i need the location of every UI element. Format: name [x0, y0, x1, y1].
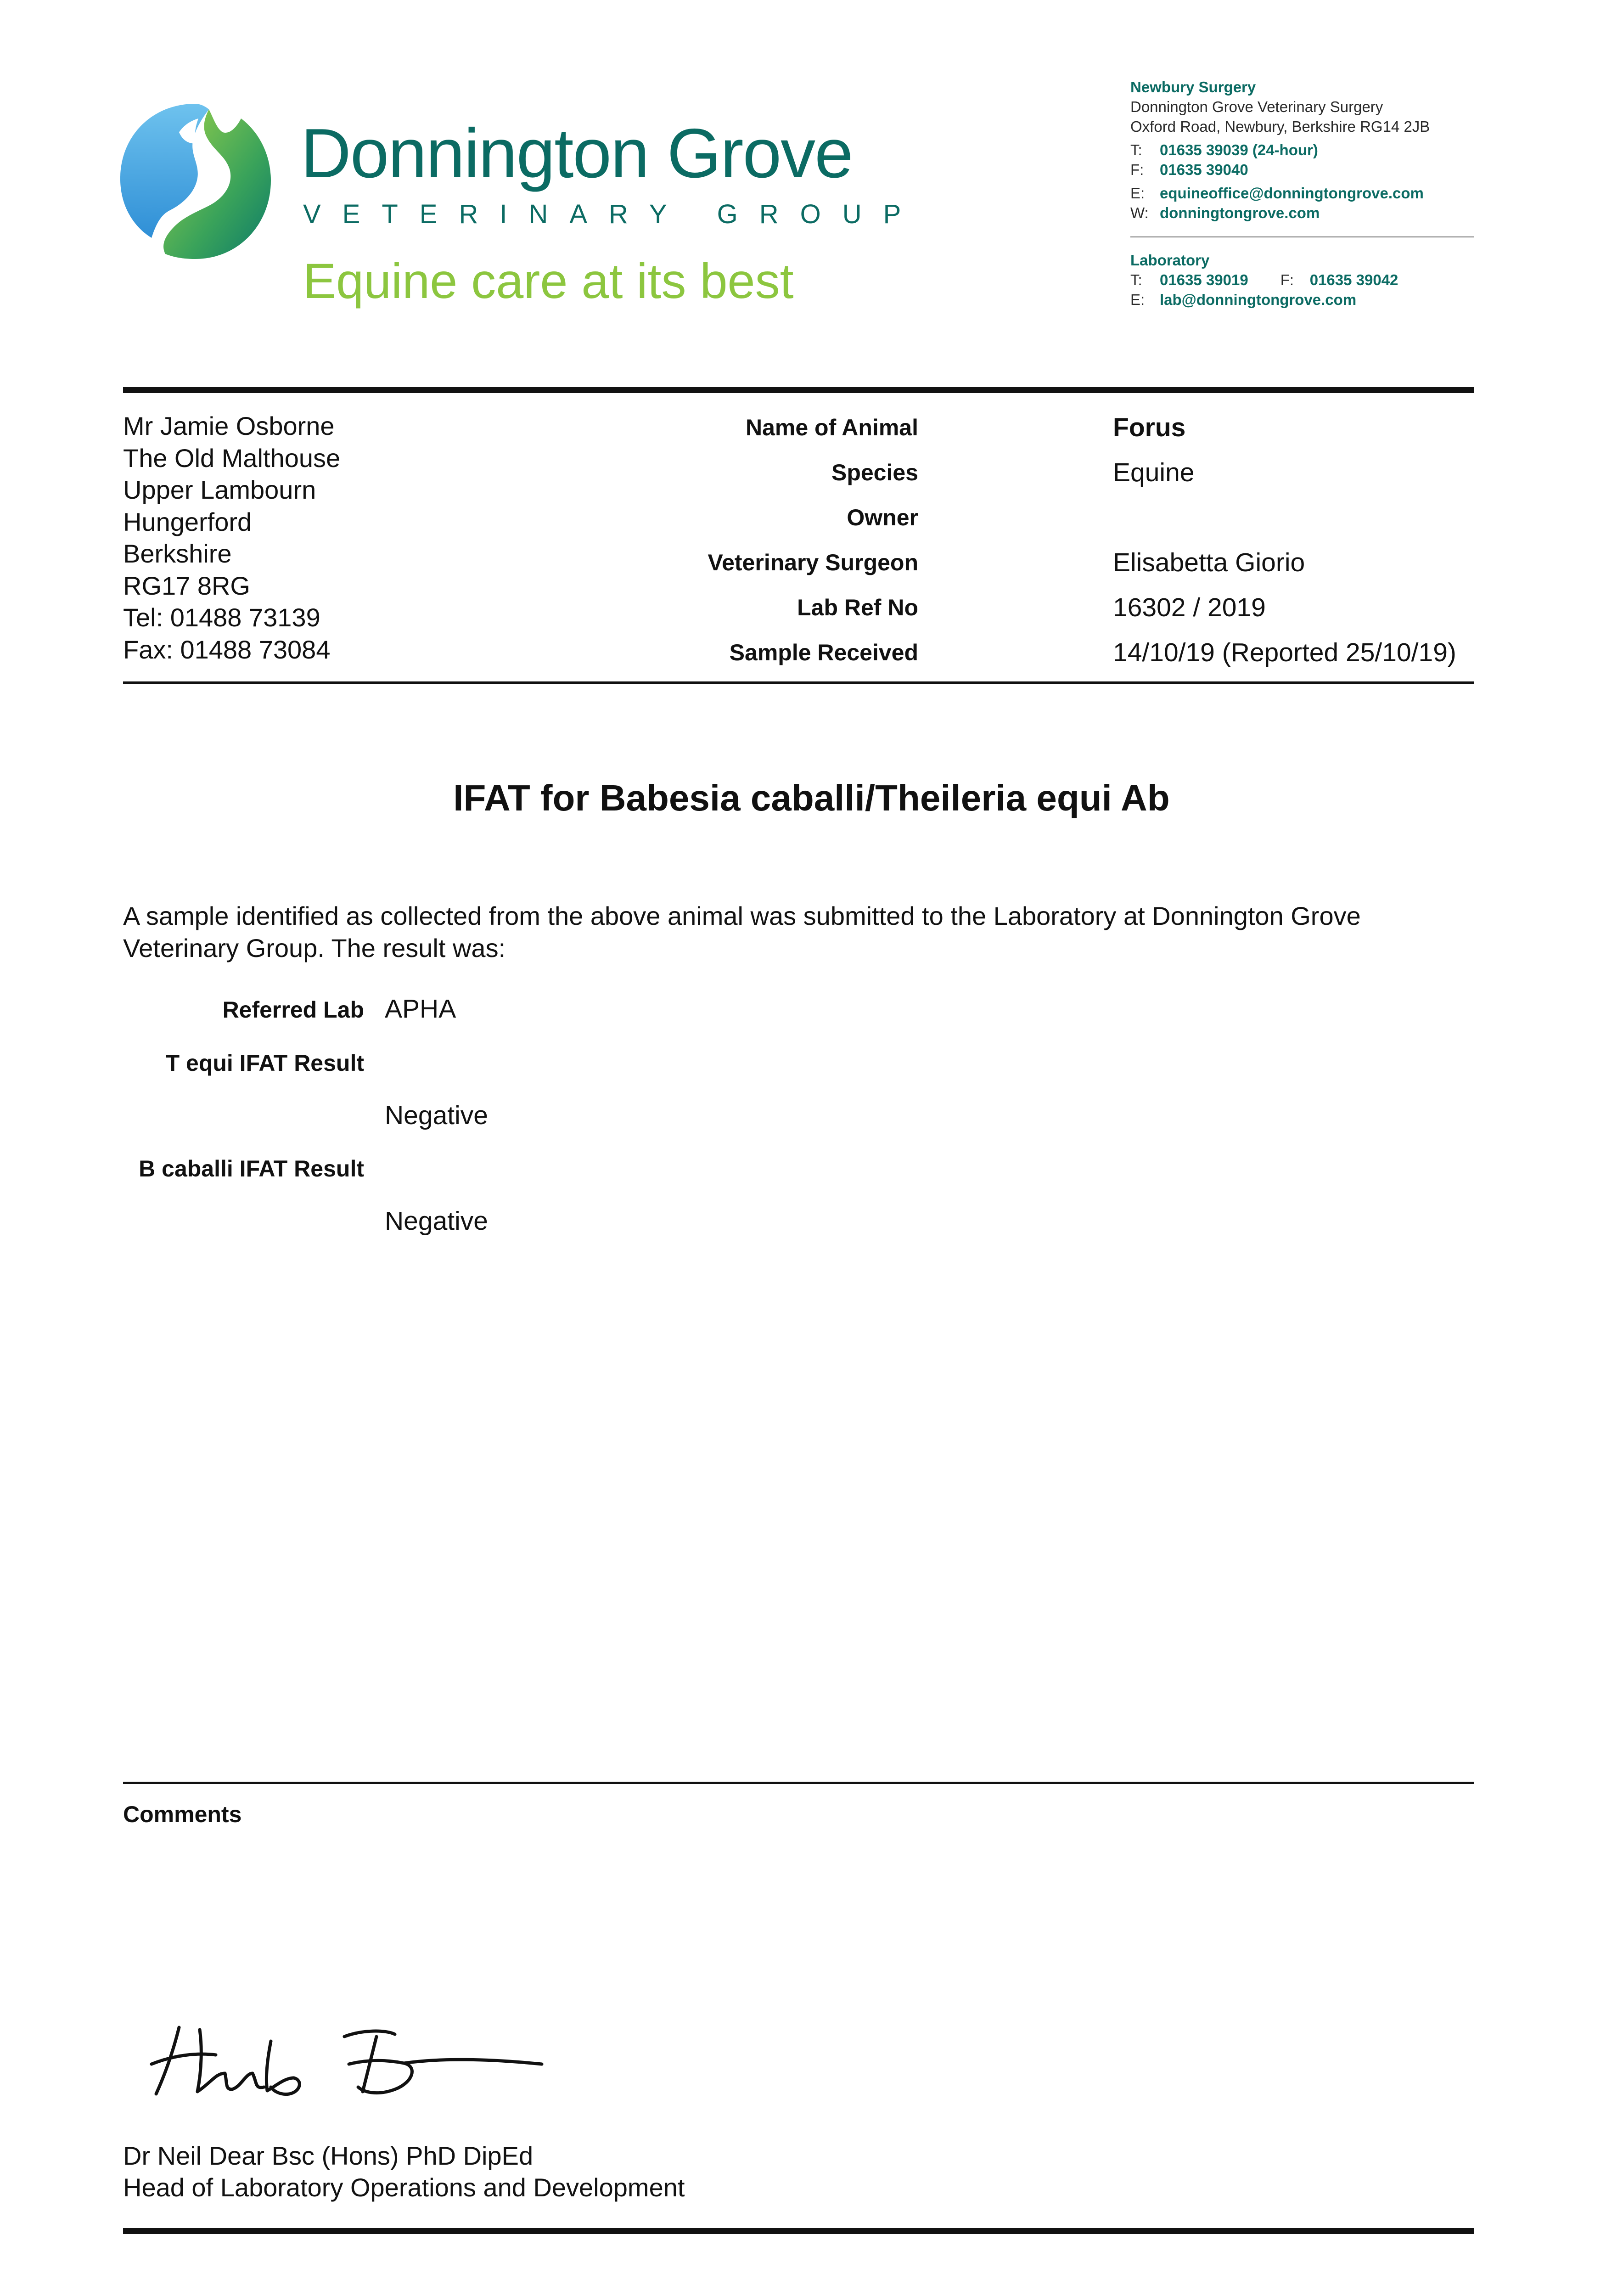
surgery-tel[interactable]: 01635 39039 (24-hour) — [1160, 141, 1318, 158]
signatory-name: Dr Neil Dear Bsc (Hons) PhD DipEd — [123, 2141, 534, 2170]
species-value: Equine — [1113, 458, 1195, 487]
laboratory-contact-block — [1130, 250, 1398, 310]
address-line: RG17 8RG — [123, 571, 250, 600]
animal-name-value: Forus — [1113, 413, 1186, 442]
surgery-email-label: E: — [1130, 185, 1145, 202]
report-intro: A sample identified as collected from the above animal was submitted to the Laboratory at Donnington Grove Veterinary Group. The result was: — [123, 901, 1361, 962]
signatory-block — [123, 2140, 685, 2203]
header-rule — [123, 387, 1474, 393]
referred-lab-value: APHA — [385, 994, 456, 1024]
surgery-address-line2: Oxford Road, Newbury, Berkshire RG14 2JB — [1130, 118, 1430, 135]
address-line: The Old Malthouse — [123, 443, 341, 473]
signatory-role: Head of Laboratory Operations and Development — [123, 2173, 685, 2202]
surgery-tel-label: T: — [1130, 141, 1142, 158]
lab-tel-label: T: — [1130, 271, 1142, 288]
animal-name-label: Name of Animal — [745, 415, 918, 440]
surgery-fax: 01635 39040 — [1160, 161, 1248, 178]
info-rule — [123, 681, 1474, 684]
vet-label: Veterinary Surgeon — [708, 550, 918, 575]
surgery-heading: Newbury Surgery — [1130, 79, 1256, 96]
footer-rule — [123, 2228, 1474, 2234]
surgery-fax-label: F: — [1130, 161, 1144, 178]
brand-tagline: Equine care at its best — [303, 253, 794, 309]
address-line: Mr Jamie Osborne — [123, 411, 335, 440]
sample-received-row — [729, 638, 1492, 676]
comments-rule — [123, 1782, 1474, 1784]
address-line: Fax: 01488 73084 — [123, 635, 331, 664]
recipient-address — [123, 410, 340, 665]
b-caballi-result-value: Negative — [385, 1206, 488, 1236]
surgery-email-link[interactable]: equineoffice@donningtongrove.com — [1160, 185, 1424, 202]
address-line: Tel: 01488 73139 — [123, 603, 320, 632]
lab-email-label: E: — [1130, 291, 1145, 308]
referred-lab-label: Referred Lab — [222, 997, 364, 1023]
t-equi-result-value: Negative — [385, 1101, 488, 1130]
lab-tel[interactable]: 01635 39019 — [1160, 271, 1248, 288]
surgery-contact-block — [1130, 77, 1430, 223]
handwritten-signature — [147, 2009, 551, 2110]
lab-ref-value: 16302 / 2019 — [1113, 593, 1266, 622]
lab-email-link[interactable]: lab@donningtongrove.com — [1160, 291, 1357, 308]
vet-row — [708, 548, 1492, 586]
brand-subtitle: VETERINARY GROUP — [303, 199, 923, 229]
vet-value: Elisabetta Giorio — [1113, 548, 1305, 577]
horse-head-logo-icon — [115, 100, 275, 261]
address-line: Hungerford — [123, 507, 252, 536]
animal-name-row — [735, 414, 1492, 451]
brand-name: Donnington Grove — [301, 114, 853, 192]
report-title: IFAT for Babesia caballi/Theileria equi Ab — [453, 777, 1170, 818]
address-line: Upper Lambourn — [123, 475, 316, 504]
surgery-address-line1: Donnington Grove Veterinary Surgery — [1130, 98, 1383, 115]
t-equi-result-label: T equi IFAT Result — [165, 1050, 364, 1076]
contact-divider — [1130, 236, 1474, 237]
species-label: Species — [831, 460, 918, 485]
lab-fax-label: F: — [1280, 271, 1294, 288]
lab-ref-row — [735, 594, 1492, 631]
comments-label: Comments — [123, 1801, 242, 1827]
sample-received-value: 14/10/19 (Reported 25/10/19) — [1113, 638, 1456, 667]
species-row — [735, 459, 1492, 496]
lab-fax: 01635 39042 — [1309, 271, 1398, 288]
surgery-web-link[interactable]: donningtongrove.com — [1160, 204, 1320, 221]
owner-row — [735, 504, 1492, 541]
sample-received-label: Sample Received — [729, 640, 918, 665]
owner-label: Owner — [847, 505, 918, 530]
address-line: Berkshire — [123, 539, 232, 568]
b-caballi-result-label: B caballi IFAT Result — [139, 1156, 364, 1182]
laboratory-heading: Laboratory — [1130, 252, 1210, 269]
surgery-web-label: W: — [1130, 204, 1149, 221]
lab-ref-label: Lab Ref No — [797, 595, 918, 620]
